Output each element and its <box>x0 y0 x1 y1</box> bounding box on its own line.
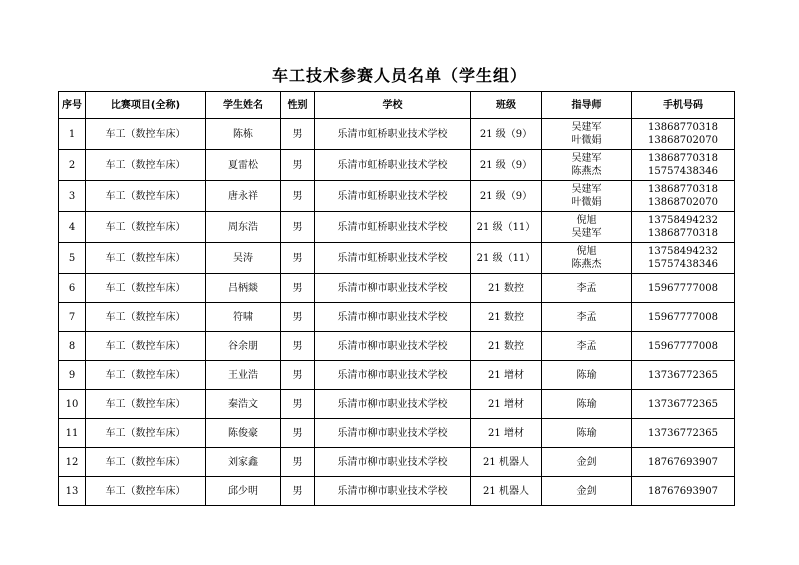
cell-student-name: 周东浩 <box>206 212 281 243</box>
teacher-name: 李孟 <box>576 311 597 323</box>
table-row <box>59 150 735 181</box>
cell-teacher <box>542 419 632 448</box>
header-school: 学校 <box>315 92 471 119</box>
teacher-name: 陈燕杰 <box>571 166 602 177</box>
phone-number: 15967777008 <box>648 311 718 323</box>
cell-gender: 男 <box>281 390 315 419</box>
cell-class: 21 数控 <box>471 332 542 361</box>
table-row <box>59 419 735 448</box>
cell-gender: 男 <box>281 477 315 506</box>
teacher-name: 金剑 <box>576 485 597 497</box>
cell-gender: 男 <box>281 361 315 390</box>
header-event: 比赛项目(全称) <box>86 92 206 119</box>
table-row <box>59 477 735 506</box>
cell-phone <box>632 448 735 477</box>
cell-no: 10 <box>59 390 86 419</box>
cell-teacher <box>542 448 632 477</box>
cell-teacher <box>542 274 632 303</box>
cell-school: 乐清市虹桥职业技术学校 <box>315 119 471 150</box>
header-name: 学生姓名 <box>206 92 281 119</box>
cell-class: 21 机器人 <box>471 477 542 506</box>
cell-teacher <box>542 243 632 274</box>
cell-student-name: 王业浩 <box>206 361 281 390</box>
cell-event: 车工（数控车床） <box>86 303 206 332</box>
cell-no: 11 <box>59 419 86 448</box>
teacher-name: 陈瑜 <box>576 427 597 439</box>
cell-no: 2 <box>59 150 86 181</box>
cell-gender: 男 <box>281 212 315 243</box>
table-row <box>59 119 735 150</box>
cell-student-name: 夏雷松 <box>206 150 281 181</box>
cell-gender: 男 <box>281 303 315 332</box>
phone-number: 15967777008 <box>648 282 718 294</box>
teacher-name: 李孟 <box>576 340 597 352</box>
cell-school: 乐清市柳市职业技术学校 <box>315 361 471 390</box>
table-row <box>59 332 735 361</box>
cell-class: 21 机器人 <box>471 448 542 477</box>
cell-class: 21 级（9） <box>471 119 542 150</box>
cell-class: 21 增材 <box>471 361 542 390</box>
cell-phone <box>632 419 735 448</box>
cell-school: 乐清市柳市职业技术学校 <box>315 477 471 506</box>
teacher-name: 吴建军 <box>571 153 602 164</box>
cell-event: 车工（数控车床） <box>86 361 206 390</box>
header-teacher: 指导师 <box>542 92 632 119</box>
phone-number: 15967777008 <box>648 340 718 352</box>
cell-school: 乐清市虹桥职业技术学校 <box>315 243 471 274</box>
cell-no: 5 <box>59 243 86 274</box>
cell-student-name: 陈栋 <box>206 119 281 150</box>
table-body <box>59 119 735 506</box>
teacher-name: 倪旭 <box>576 215 597 226</box>
cell-teacher <box>542 303 632 332</box>
phone-number: 15757438346 <box>648 166 718 177</box>
cell-student-name: 邱少明 <box>206 477 281 506</box>
cell-no: 9 <box>59 361 86 390</box>
header-phone: 手机号码 <box>632 92 735 119</box>
cell-class: 21 级（9） <box>471 150 542 181</box>
cell-event: 车工（数控车床） <box>86 390 206 419</box>
cell-class: 21 数控 <box>471 303 542 332</box>
teacher-name: 李孟 <box>576 282 597 294</box>
cell-no: 12 <box>59 448 86 477</box>
teacher-name: 倪旭 <box>576 246 597 257</box>
cell-event: 车工（数控车床） <box>86 419 206 448</box>
header-gender: 性别 <box>281 92 315 119</box>
cell-student-name: 刘家鑫 <box>206 448 281 477</box>
cell-event: 车工（数控车床） <box>86 150 206 181</box>
phone-number: 18767693907 <box>648 456 718 468</box>
phone-number: 13868770318 <box>648 184 718 195</box>
cell-gender: 男 <box>281 448 315 477</box>
cell-school: 乐清市柳市职业技术学校 <box>315 332 471 361</box>
cell-school: 乐清市虹桥职业技术学校 <box>315 212 471 243</box>
cell-school: 乐清市柳市职业技术学校 <box>315 390 471 419</box>
cell-phone <box>632 150 735 181</box>
cell-student-name: 唐永祥 <box>206 181 281 212</box>
cell-gender: 男 <box>281 243 315 274</box>
cell-class: 21 增材 <box>471 419 542 448</box>
phone-number: 13758494232 <box>648 215 718 226</box>
teacher-name: 陈瑜 <box>576 369 597 381</box>
table-row <box>59 448 735 477</box>
cell-phone <box>632 243 735 274</box>
phone-number: 13758494232 <box>648 246 718 257</box>
cell-student-name: 秦浩文 <box>206 390 281 419</box>
table-row <box>59 361 735 390</box>
cell-gender: 男 <box>281 419 315 448</box>
cell-phone <box>632 332 735 361</box>
cell-event: 车工（数控车床） <box>86 332 206 361</box>
teacher-name: 吴建军 <box>571 228 602 239</box>
teacher-name: 陈燕杰 <box>571 259 602 270</box>
cell-teacher <box>542 212 632 243</box>
cell-event: 车工（数控车床） <box>86 181 206 212</box>
teacher-name: 叶微娟 <box>571 197 602 208</box>
cell-no: 3 <box>59 181 86 212</box>
teacher-name: 金剑 <box>576 456 597 468</box>
teacher-name: 吴建军 <box>571 122 602 133</box>
cell-no: 4 <box>59 212 86 243</box>
cell-student-name: 符啸 <box>206 303 281 332</box>
cell-phone <box>632 361 735 390</box>
participant-table <box>58 91 735 506</box>
phone-number: 13736772365 <box>648 427 718 439</box>
cell-school: 乐清市虹桥职业技术学校 <box>315 181 471 212</box>
cell-no: 8 <box>59 332 86 361</box>
cell-phone <box>632 119 735 150</box>
phone-number: 15757438346 <box>648 259 718 270</box>
cell-class: 21 数控 <box>471 274 542 303</box>
cell-teacher <box>542 150 632 181</box>
cell-phone <box>632 274 735 303</box>
cell-teacher <box>542 361 632 390</box>
phone-number: 13736772365 <box>648 369 718 381</box>
cell-phone <box>632 212 735 243</box>
cell-gender: 男 <box>281 181 315 212</box>
cell-event: 车工（数控车床） <box>86 274 206 303</box>
cell-gender: 男 <box>281 119 315 150</box>
cell-phone <box>632 477 735 506</box>
cell-phone <box>632 181 735 212</box>
cell-class: 21 级（11） <box>471 243 542 274</box>
cell-gender: 男 <box>281 150 315 181</box>
cell-no: 13 <box>59 477 86 506</box>
cell-teacher <box>542 119 632 150</box>
table-row <box>59 390 735 419</box>
phone-number: 13736772365 <box>648 398 718 410</box>
cell-class: 21 级（11） <box>471 212 542 243</box>
cell-no: 7 <box>59 303 86 332</box>
cell-school: 乐清市柳市职业技术学校 <box>315 274 471 303</box>
phone-number: 13868770318 <box>648 153 718 164</box>
cell-school: 乐清市柳市职业技术学校 <box>315 448 471 477</box>
phone-number: 13868770318 <box>648 228 718 239</box>
teacher-name: 叶微娟 <box>571 135 602 146</box>
page-title: 车工技术参赛人员名单（学生组） <box>271 66 527 85</box>
cell-class: 21 增材 <box>471 390 542 419</box>
phone-number: 13868702070 <box>648 197 718 208</box>
cell-gender: 男 <box>281 274 315 303</box>
table-row <box>59 212 735 243</box>
cell-no: 1 <box>59 119 86 150</box>
cell-phone <box>632 390 735 419</box>
cell-phone <box>632 303 735 332</box>
cell-teacher <box>542 477 632 506</box>
cell-teacher <box>542 390 632 419</box>
header-no: 序号 <box>59 92 86 119</box>
cell-class: 21 级（9） <box>471 181 542 212</box>
cell-teacher <box>542 181 632 212</box>
cell-no: 6 <box>59 274 86 303</box>
teacher-name: 陈瑜 <box>576 398 597 410</box>
phone-number: 18767693907 <box>648 485 718 497</box>
cell-event: 车工（数控车床） <box>86 243 206 274</box>
table-row <box>59 181 735 212</box>
table-row <box>59 243 735 274</box>
cell-event: 车工（数控车床） <box>86 119 206 150</box>
cell-school: 乐清市虹桥职业技术学校 <box>315 150 471 181</box>
header-class: 班级 <box>471 92 542 119</box>
table-header-row <box>59 92 735 119</box>
table-row <box>59 303 735 332</box>
cell-school: 乐清市柳市职业技术学校 <box>315 419 471 448</box>
cell-event: 车工（数控车床） <box>86 448 206 477</box>
cell-event: 车工（数控车床） <box>86 212 206 243</box>
cell-school: 乐清市柳市职业技术学校 <box>315 303 471 332</box>
cell-student-name: 吴涛 <box>206 243 281 274</box>
table-row <box>59 274 735 303</box>
cell-gender: 男 <box>281 332 315 361</box>
cell-event: 车工（数控车床） <box>86 477 206 506</box>
phone-number: 13868702070 <box>648 135 718 146</box>
cell-student-name: 陈俊豪 <box>206 419 281 448</box>
cell-student-name: 吕柄燚 <box>206 274 281 303</box>
phone-number: 13868770318 <box>648 122 718 133</box>
cell-teacher <box>542 332 632 361</box>
cell-student-name: 谷余朋 <box>206 332 281 361</box>
teacher-name: 吴建军 <box>571 184 602 195</box>
